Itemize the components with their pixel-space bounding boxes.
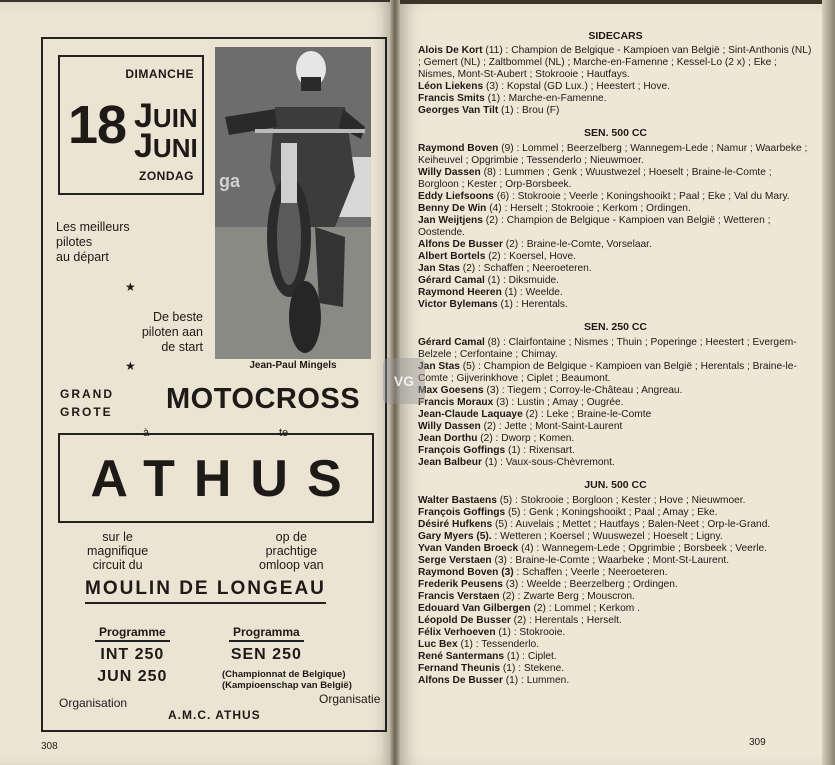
rider-name: Yvan Vanden Broeck [418, 543, 519, 554]
rider-results: (8) : Lummen ; Genk ; Wuustwezel ; Hoeselt ; Braine-le-Comte ; Borgloon ; Kester ; Orp-Borsbeek. [418, 167, 772, 190]
circuit-nl: op de prachtige omloop van [259, 530, 324, 572]
rider-entry [418, 275, 813, 287]
rider-entry [418, 567, 813, 579]
club-name: A.M.C. ATHUS [168, 708, 261, 722]
rider-name: Francis Smits [418, 93, 485, 104]
rider-results: (5) : Auvelais ; Mettet ; Hautfays ; Balen-Neet ; Orp-le-Grand. [492, 519, 771, 530]
rider-name: Raymond Boven (3) [418, 567, 514, 578]
rider-entry [418, 409, 813, 421]
rider-name: René Santermans [418, 651, 505, 662]
rider-entry [418, 397, 813, 409]
programma-line: SEN 250 [230, 646, 302, 663]
rider-name: Georges Van Tilt [418, 105, 499, 116]
rider-name: Victor Bylemans [418, 299, 498, 310]
section-title: JUN. 500 CC [584, 479, 647, 491]
rider-photo [215, 47, 371, 359]
rider-entry [418, 543, 813, 555]
rider-name: Serge Verstaen [418, 555, 492, 566]
rider-results: (1) : Ciplet. [504, 651, 557, 662]
rider-results: (2) : Leke ; Braine-le-Comte [522, 409, 652, 420]
rider-name: Benny De Win [418, 203, 487, 214]
rider-entry [418, 143, 813, 167]
results-list [418, 30, 813, 687]
programme-nl [229, 623, 304, 664]
pilots-fr: Les meilleurs pilotes au départ [56, 220, 130, 264]
dimanche-label: DIMANCHE [125, 67, 194, 81]
rider-name: Willy Dassen [418, 167, 481, 178]
grand-grote: GRAND GROTE [60, 387, 114, 419]
rider-results: (1) : Stokrooie. [495, 627, 566, 638]
rider-results: (2) : Herentals ; Herselt. [510, 615, 622, 626]
rider-results: (1) : Rixensart. [505, 445, 575, 456]
watermark-logo: VG [383, 358, 425, 404]
rider-entry [418, 287, 813, 299]
programme-fr [95, 623, 170, 686]
poster-frame [41, 37, 387, 732]
rider-name: François Goffings [418, 507, 506, 518]
rider-name: Léon Liekens [418, 81, 484, 92]
rider-entry [418, 445, 813, 457]
rider-name: Raymond Boven [418, 143, 499, 154]
rider-results: (2) : Schaffen ; Neeroeteren. [459, 263, 592, 274]
rider-results: (1) : Vaux-sous-Chèvremont. [481, 457, 615, 468]
rider-entry [418, 251, 813, 263]
rider-name: Gérard Camal [418, 275, 485, 286]
rider-entry [418, 591, 813, 603]
rider-name: Albert Bortels [418, 251, 486, 262]
page-edge [822, 0, 835, 765]
rider-results: (3) : Braine-le-Comte ; Waarbeke ; Mont-St-Laurent. [491, 555, 730, 566]
rider-entry [418, 361, 813, 385]
rider-results: (11) : Champion de Belgique - Kampioen van België ; Sint-Anthonis (NL) ; Gemert (NL) ; Zaltbommel (NL) ; Marche-en-Famenne ; Kessel-Lo (2 x) ; Eke ; Nismes, Mont-St-Aubert ; Stokrooie ; Hautfays. [418, 45, 812, 80]
rider-entry [418, 45, 813, 81]
photo-caption: Jean-Paul Mingels [249, 360, 337, 371]
rider-entry [418, 579, 813, 591]
rider-name: Edouard Van Gilbergen [418, 603, 531, 614]
rider-entry [418, 215, 813, 239]
section-title: SEN. 500 CC [583, 127, 648, 139]
rider-entry [418, 385, 813, 397]
rider-results: (5) : Stokrooie ; Borgloon ; Kester ; Hove ; Nieuwmoer. [496, 495, 746, 506]
rider-results: : Schaffen ; Veerle ; Neeroeteren. [513, 567, 668, 578]
rider-name: Fernand Theunis [418, 663, 501, 674]
rider-results: (3) : Kopstal (GD Lux.) ; Heestert ; Hove. [483, 81, 670, 92]
programma-header: Programma [229, 625, 304, 642]
rider-name: Jean Balbeur [418, 457, 482, 468]
rider-results: (4) : Wannegem-Lede ; Opgrimbie ; Borsbeek ; Veerle. [518, 543, 768, 554]
rider-name: Francis Verstaen [418, 591, 500, 602]
rider-results: (3) : Tiegem ; Corroy-le-Château ; Angreau. [483, 385, 683, 396]
rider-entry [418, 93, 813, 105]
rider-results: (5) : Champion de Belgique - Kampioen van België ; Herentals ; Braine-le-Comte ; Gijverinkhove ; Ciplet ; Beaumont. [418, 361, 797, 384]
rider-results: (6) : Stokrooie ; Veerle ; Koningshooikt ; Paal ; Eke ; Val du Mary. [493, 191, 790, 202]
circuit-fr: sur le magnifique circuit du [87, 530, 149, 572]
pilots-nl: De beste piloten aan de start [141, 310, 203, 354]
rider-entry [418, 105, 813, 117]
te-word: te [279, 427, 289, 439]
rider-name: Gérard Camal [418, 337, 485, 348]
svg-text:ga: ga [219, 171, 241, 191]
zondag-label: ZONDAG [139, 169, 194, 183]
rider-results: (2) : Braine-le-Comte, Vorselaar. [502, 239, 652, 250]
rider-name: Frederik Peusens [418, 579, 503, 590]
rider-name: Jan Stas [418, 361, 460, 372]
rider-name: Félix Verhoeven [418, 627, 496, 638]
rider-name: Francis Moraux [418, 397, 494, 408]
rider-name: Jan Stas [418, 263, 460, 274]
programme-line: JUN 250 [97, 668, 168, 685]
rider-entry [418, 603, 813, 615]
rider-entry [418, 555, 813, 567]
rider-entry [418, 627, 813, 639]
rider-entry [418, 507, 813, 519]
organisatie-label: Organisatie [319, 692, 381, 706]
rider-entry [418, 263, 813, 275]
athus-title: ATHUS [90, 450, 361, 508]
rider-results: (1) : Brou (F) [498, 105, 560, 116]
rider-name: Jean-Claude Laquaye [418, 409, 523, 420]
star-icon: ★ [125, 280, 136, 294]
rider-results: (8) : Clairfontaine ; Nismes ; Thuin ; Poperinge ; Heestert ; Evergem-Belzele ; Cerfontaine ; Chimay. [418, 337, 797, 360]
month-nl: JUNI [134, 127, 198, 165]
rider-entry [418, 675, 813, 687]
rider-entry [418, 495, 813, 507]
rider-results: (3) : Weelde ; Beerzelberg ; Ordingen. [502, 579, 678, 590]
rider-results: (1) : Lummen. [502, 675, 570, 686]
rider-name: Jan Weijtjens [418, 215, 483, 226]
rider-name: Raymond Heeren [418, 287, 502, 298]
date-box [58, 55, 204, 195]
rider-results: (2) : Lommel ; Kerkom . [530, 603, 640, 614]
rider-name: François Goffings [418, 445, 506, 456]
rider-results: (9) : Lommel ; Beerzelberg ; Wannegem-Lede ; Namur ; Waarbeke ; Keiheuvel ; Opgrimbie ; Tessenderlo ; Nieuwmoer. [418, 143, 808, 166]
section-title: SEN. 250 CC [583, 321, 648, 333]
rider-results: (2) : Dworp ; Komen. [477, 433, 575, 444]
rider-results: (1) : Stekene. [500, 663, 565, 674]
rider-name: Jean Dorthu [418, 433, 478, 444]
rider-name: Léopold De Busser [418, 615, 511, 626]
rider-entry [418, 299, 813, 311]
programme-header: Programme [95, 625, 170, 642]
programme-line: INT 250 [100, 646, 165, 663]
rider-results: (1) : Diksmuide. [484, 275, 559, 286]
rider-results: (2) : Koersel, Hove. [485, 251, 576, 262]
rider-entry [418, 433, 813, 445]
rider-results: (1) : Marche-en-Famenne. [484, 93, 607, 104]
athus-box [58, 433, 374, 523]
rider-entry [418, 519, 813, 531]
page-number-left: 308 [41, 741, 58, 752]
star-icon: ★ [125, 359, 136, 373]
rider-results: (5) : Genk ; Koningshooikt ; Paal ; Amay ; Eke. [505, 507, 718, 518]
page-number-right: 309 [749, 737, 766, 748]
rider-entry [418, 203, 813, 215]
rider-results: (3) : Lustin ; Amay ; Ougrée. [493, 397, 624, 408]
venue-name: MOULIN DE LONGEAU [85, 578, 326, 604]
motocross-title: MOTOCROSS [166, 383, 361, 415]
rider-name: Max Goesens [418, 385, 484, 396]
section-title: SIDECARS [588, 30, 643, 42]
rider-entry [418, 639, 813, 651]
rider-entry [418, 191, 813, 203]
rider-name: Alfons De Busser [418, 239, 503, 250]
championship-note: (Championnat de Belgique) (Kampioenschap van België) [222, 669, 352, 691]
rider-name: Alois De Kort [418, 45, 483, 56]
rider-name: Désiré Hufkens [418, 519, 493, 530]
rider-name: Walter Bastaens [418, 495, 497, 506]
a-word: à [143, 427, 150, 439]
rider-results: (1) : Tessenderlo. [457, 639, 539, 650]
rider-results: (4) : Herselt ; Stokrooie ; Kerkom ; Ordingen. [486, 203, 691, 214]
rider-entry [418, 663, 813, 675]
rider-name: Alfons De Busser [418, 675, 503, 686]
rider-results: : Wetteren ; Koersel ; Wuuswezel ; Hoeselt ; Ligny. [491, 531, 723, 542]
rider-entry [418, 615, 813, 627]
day-number: 18 [68, 95, 127, 155]
rider-results: (1) : Herentals. [497, 299, 568, 310]
rider-name: Luc Bex [418, 639, 458, 650]
month-fr: JUIN [134, 97, 198, 135]
rider-entry [418, 239, 813, 251]
rider-results: (2) : Zwarte Berg ; Mouscron. [499, 591, 635, 602]
organisation-label: Organisation [59, 696, 128, 710]
rider-entry [418, 531, 813, 543]
rider-entry [418, 167, 813, 191]
rider-entry [418, 337, 813, 361]
rider-entry [418, 421, 813, 433]
rider-entry [418, 81, 813, 93]
rider-results: (1) : Weelde. [501, 287, 563, 298]
rider-name: Willy Dassen [418, 421, 481, 432]
rider-name: Gary Myers (5). [418, 531, 492, 542]
rider-entry [418, 651, 813, 663]
rider-results: (2) : Jette ; Mont-Saint-Laurent [480, 421, 623, 432]
rider-results: (2) : Champion de Belgique - Kampioen van België ; Wetteren ; Oostende. [418, 215, 771, 238]
rider-name: Eddy Liefsoons [418, 191, 494, 202]
rider-entry [418, 457, 813, 469]
